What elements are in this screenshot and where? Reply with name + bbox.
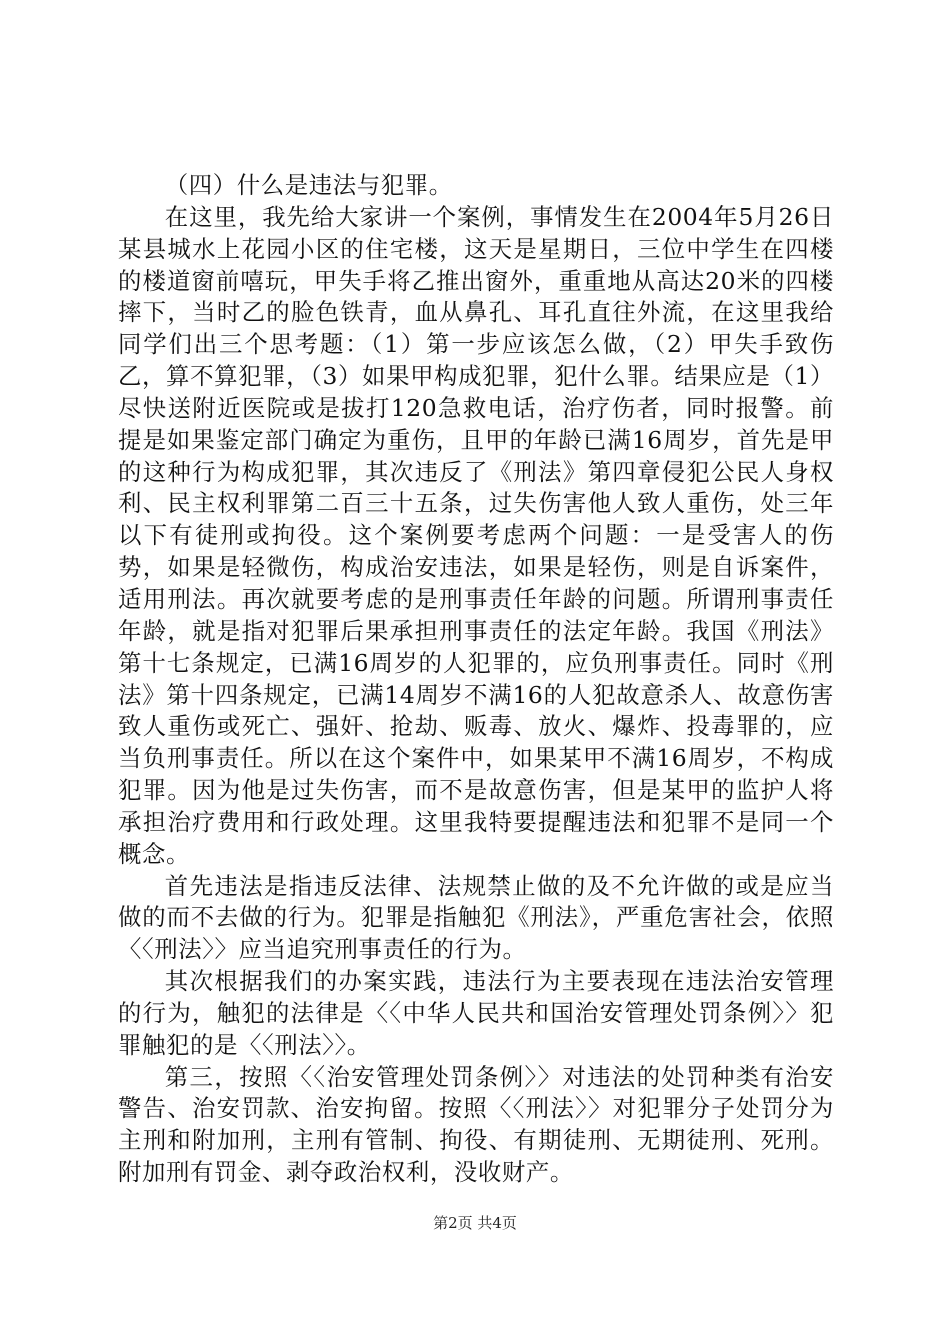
paragraph-second: 其次根据我们的办案实践，违法行为主要表现在违法治安管理的行为，触犯的法律是〈〈中华人民共和国治安管理处罚条例〉〉犯罪触犯的是〈〈刑法〉〉。 <box>118 967 834 1059</box>
document-body <box>118 170 834 1189</box>
case-paragraph: 在这里，我先给大家讲一个案例，事情发生在2004年5月26日某县城水上花园小区的住宅楼，这天是星期日，三位中学生在四楼的楼道窗前嘻玩，甲失手将乙推出窗外，重重地从高达20米的四楼摔下，当时乙的脸色铁青，血从鼻孔、耳孔直往外流，在这里我给同学们出三个思考题：（1）第一步应该怎么做，（2）甲失手致伤乙，算不算犯罪，（3）如果甲构成犯罪，犯什么罪。结果应是（1）尽快送附近医院或是拔打120急救电话，治疗伤者，同时报警。前提是如果鉴定部门确定为重伤，且甲的年龄已满16周岁，首先是甲的这种行为构成犯罪，其次违反了《刑法》第四章侵犯公民人身权利、民主权利罪第二百三十五条，过失伤害他人致人重伤，处三年以下有徒刑或拘役。这个案例要考虑两个问题：一是受害人的伤势，如果是轻微伤，构成治安违法，如果是轻伤，则是自诉案件，适用刑法。再次就要考虑的是刑事责任年龄的问题。所谓刑事责任年龄，就是指对犯罪后果承担刑事责任的法定年龄。我国《刑法》第十七条规定，已满16周岁的人犯罪的，应负刑事责任。同时《刑法》第十四条规定，已满14周岁不满16的人犯故意杀人、故意伤害致人重伤或死亡、强奸、抢劫、贩毒、放火、爆炸、投毒罪的，应当负刑事责任。所以在这个案件中，如果某甲不满16周岁，不构成犯罪。因为他是过失伤害，而不是故意伤害，但是某甲的监护人将承担治疗费用和行政处理。这里我特要提醒违法和犯罪不是同一个概念。 <box>118 202 834 868</box>
section-heading: （四）什么是违法与犯罪。 <box>164 171 453 199</box>
paragraph-first: 首先违法是指违反法律、法规禁止做的及不允许做的或是应当做的而不去做的行为。犯罪是指触犯《刑法》，严重危害社会，依照〈〈刑法〉〉应当追究刑事责任的行为。 <box>118 871 834 964</box>
page-number-footer: 第2页 共4页 <box>433 1214 517 1232</box>
paragraph-third: 第三，按照〈〈治安管理处罚条例〉〉对违法的处罚种类有治安警告、治安罚款、治安拘留。按照〈〈刑法〉〉对犯罪分子处罚分为主刑和附加刑，主刑有管制、拘役、有期徒刑、无期徒刑、死刑。附加刑有罚金、剥夺政治权利，没收财产。 <box>118 1062 834 1187</box>
